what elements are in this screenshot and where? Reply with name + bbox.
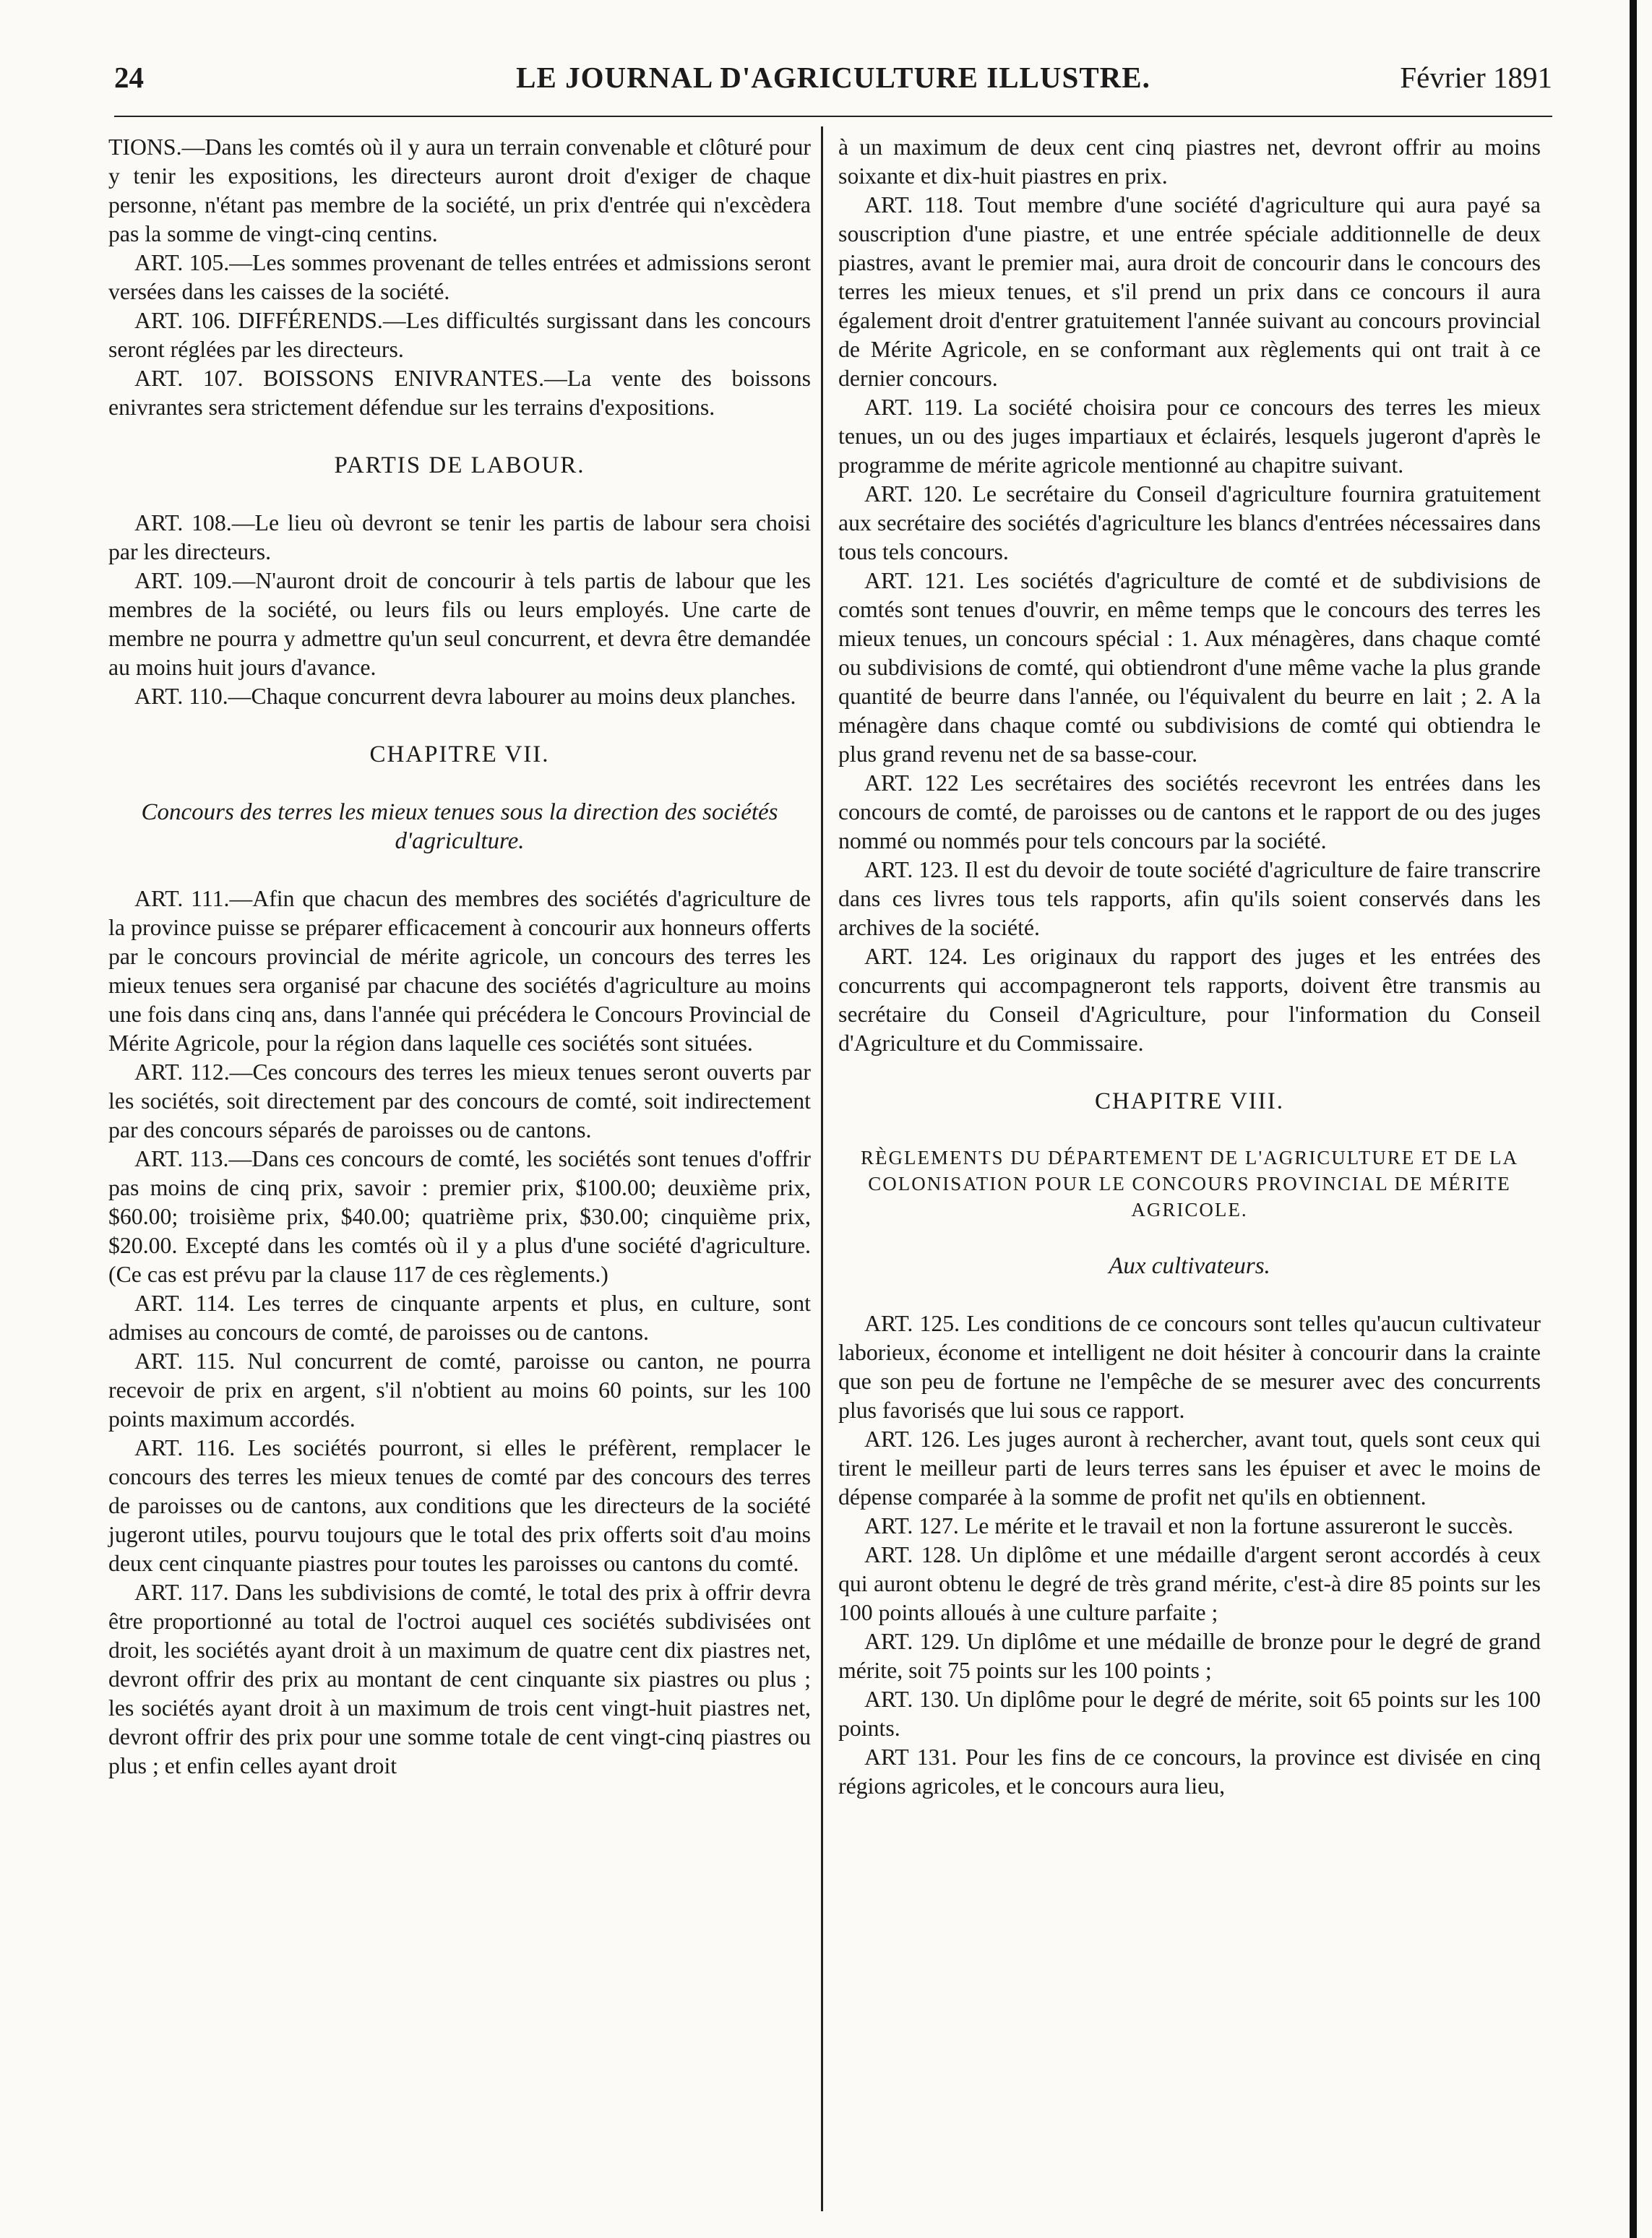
spacer	[108, 856, 811, 885]
article-paragraph: ART. 112.—Ces concours des terres les mieux tenues seront ouverts par les sociétés, soit directement par des concours de comté, soit indirectement par des concours séparés de paroisses ou de cantons.	[108, 1059, 811, 1142]
article-paragraph: ART. 114. Les terres de cinquante arpents et plus, en culture, sont admises au concours de comté, de paroisses ou de cantons.	[108, 1291, 811, 1345]
section-heading: PARTIS DE LABOUR.	[334, 452, 585, 478]
article-paragraph: à un maximum de deux cent cinq piastres net, devront offrir au moins soixante et dix-huit piastres en prix.	[838, 134, 1541, 189]
article-paragraph: ART. 123. Il est du devoir de toute société d'agriculture de faire transcrire dans ces livres tous tels rapports, afin qu'ils soient conservés dans les archives de la société.	[838, 857, 1541, 940]
article-paragraph: ART. 106. DIFFÉRENDS.—Les difficultés surgissant dans les concours seront réglées par les directeurs.	[108, 308, 811, 362]
article-paragraph: ART. 128. Un diplôme et une médaille d'argent seront accordés à ceux qui auront obtenu le degré de très grand mérite, c'est-à dire 85 points sur les 100 points alloués à une culture parfaite ;	[838, 1542, 1541, 1625]
section-heading: CHAPITRE VII.	[369, 741, 550, 767]
article-paragraph: TIONS.—Dans les comtés où il y aura un terrain convenable et clôturé pour y tenir les expositions, les directeurs auront droit d'exiger de chaque personne, n'étant pas membre de la société, un prix d'entrée qui n'excèdera pas la somme de vingt-cinq centins.	[108, 134, 811, 246]
article-paragraph: ART. 109.—N'auront droit de concourir à tels partis de labour que les membres de la société, ou leurs fils ou leurs employés. Une carte de membre ne pourra y admettre qu'un seul concurrent, et devra être demandée au moins huit jours d'avance.	[108, 568, 811, 680]
article-paragraph: ART. 116. Les sociétés pourront, si elles le préfèrent, remplacer le concours des terres les mieux tenues de comté par des concours des terres de paroisses ou de cantons, aux conditions que les directeurs de la société jugeront utiles, pourvu toujours que le total des prix offerts soit d'au moins deux cent cinquante piastres pour toutes les paroisses ou cantons du comté.	[108, 1435, 811, 1576]
article-paragraph: ART 131. Pour les fins de ce concours, la province est divisée en cinq régions agricoles, et le concours aura lieu,	[838, 1744, 1541, 1799]
article-paragraph: ART. 118. Tout membre d'une société d'agriculture qui aura payé sa souscription d'une piastre, et une entrée spéciale additionnelle de deux piastres, avant le premier mai, aura droit de concourir dans le concours des terres les mieux tenues, et s'il prend un prix dans ce concours il aura également droit d'entrer gratuitement l'année suivant au concours provincial de Mérite Agricole, en se conformant aux règlements qui ont trait à ce dernier concours.	[838, 192, 1541, 391]
article-paragraph: ART. 111.—Afin que chacun des membres des sociétés d'agriculture de la province puisse se préparer efficacement à concourir aux honneurs offerts par le concours provincial de mérite agricole, un concours des terres les mieux tenues sera organisé par chacune des sociétés d'agriculture au moins une fois dans cinq ans, dans l'année qui précédera le Concours Provincial de Mérite Agricole, pour la région dans laquelle ces sociétés sont situées.	[108, 886, 811, 1056]
article-paragraph: ART. 127. Le mérite et le travail et non la fortune assureront le succès.	[864, 1513, 1514, 1538]
page-edge-bar	[1630, 0, 1637, 2238]
article-paragraph: ART. 129. Un diplôme et une médaille de bronze pour le degré de grand mérite, soit 75 points sur les 100 points ;	[838, 1629, 1541, 1683]
left-column	[108, 133, 811, 1781]
issue-date: Février 1891	[1400, 61, 1552, 94]
section-subheading: Concours des terres les mieux tenues sous la direction des sociétés d'agriculture.	[141, 799, 778, 854]
article-paragraph: ART. 117. Dans les subdivisions de comté, le total des prix à offrir devra être proportionné au total de l'octroi auquel ces sociétés subdivisées ont droit, les sociétés ayant droit à un maximum de quatre cent dix piastres net, devront offrir des prix au montant de cent cinquante six piastres ou plus ; les sociétés ayant droit à un maximum de trois cent vingt-huit piastres net, devront offrir des prix pour une somme totale de cent vingt-cinq piastres ou plus ; et enfin celles ayant droit	[108, 1580, 811, 1778]
article-paragraph: ART. 120. Le secrétaire du Conseil d'agriculture fournira gratuitement aux secrétaire des sociétés d'agriculture les blancs d'entrées nécessaires dans tous tels concours.	[838, 481, 1541, 564]
journal-title: LE JOURNAL D'AGRICULTURE ILLUSTRE.	[516, 61, 1150, 94]
right-column	[838, 133, 1541, 1801]
section-subheading: Aux cultivateurs.	[1109, 1253, 1270, 1279]
spacer	[838, 1281, 1541, 1309]
column-divider	[821, 126, 823, 2211]
article-paragraph: ART. 126. Les juges auront à rechercher, avant tout, quels sont ceux qui tirent le meilleur parti de leurs terres sans les épuiser et avec le moins de dépense comparée à la somme de profit net qu'ils en obtiennent.	[838, 1426, 1541, 1510]
regulations-title: RÈGLEMENTS DU DÉPARTEMENT DE L'AGRICULTURE ET DE LA COLONISATION POUR LE CONCOURS PROVINCIAL DE MÉRITE AGRICOLE.	[861, 1147, 1518, 1221]
article-paragraph: ART. 113.—Dans ces concours de comté, les sociétés sont tenues d'offrir pas moins de cinq prix, savoir : premier prix, $100.00; deuxième prix, $60.00; troisième prix, $40.00; quatrième prix, $30.00; cinquième prix, $20.00. Excepté dans les comtés où il y a plus d'une société d'agriculture. (Ce cas est prévu par la clause 117 de ces règlements.)	[108, 1146, 811, 1287]
article-paragraph: ART. 105.—Les sommes provenant de telles entrées et admissions seront versées dans les caisses de la société.	[108, 250, 811, 304]
page-header	[114, 52, 1552, 103]
article-paragraph: ART. 125. Les conditions de ce concours sont telles qu'aucun cultivateur laborieux, économe et intelligent ne doit hésiter à concourir dans la crainte que son peu de fortune ne l'empêche de se mesurer avec des concurrents plus favorisés que lui sous ce rapport.	[838, 1311, 1541, 1423]
article-paragraph: ART. 119. La société choisira pour ce concours des terres les mieux tenues, un ou des juges impartiaux et éclairés, lesquels jugeront d'après le programme de mérite agricole mentionné au chapitre suivant.	[838, 395, 1541, 478]
page-number: 24	[114, 61, 144, 94]
article-paragraph: ART. 115. Nul concurrent de comté, paroisse ou canton, ne pourra recevoir de prix en argent, s'il n'obtient au moins 60 points, sur les 100 points maximum accordés.	[108, 1348, 811, 1432]
article-paragraph: ART. 107. BOISSONS ENIVRANTES.—La vente des boissons enivrantes sera strictement défendue sur les terrains d'expositions.	[108, 366, 811, 420]
article-paragraph: ART. 121. Les sociétés d'agriculture de comté et de subdivisions de comtés sont tenues d'ouvrir, en même temps que le concours des terres les mieux tenues, un concours spécial : 1. Aux ménagères, dans chaque comté ou subdivisions de comté, qui obtiendront d'une même vache la plus grande quantité de beurre dans l'année, ou l'équivalent du beurre en lait ; 2. A la ménagère dans chaque comté ou subdivisions de comté qui obtiendra le plus grand revenu net de sa basse-cour.	[838, 568, 1541, 767]
article-paragraph: ART. 108.—Le lieu où devront se tenir les partis de labour sera choisi par les directeurs.	[108, 510, 811, 564]
article-paragraph: ART. 110.—Chaque concurrent devra labourer au moins deux planches.	[134, 684, 796, 709]
article-paragraph: ART. 124. Les originaux du rapport des juges et les entrées des concurrents qui accompagneront tels rapports, doivent être transmis au secrétaire du Conseil d'Agriculture, pour l'information du Conseil d'Agriculture et du Commissaire.	[838, 944, 1541, 1056]
section-heading: CHAPITRE VIII.	[1094, 1088, 1285, 1114]
article-paragraph: ART. 130. Un diplôme pour le degré de mérite, soit 65 points sur les 100 points.	[838, 1687, 1541, 1741]
article-paragraph: ART. 122 Les secrétaires des sociétés recevront les entrées dans les concours de comté, de paroisses ou de cantons et le rapport de ou des juges nommé ou nommés pour tels concours par la société.	[838, 770, 1541, 853]
header-rule	[114, 116, 1552, 117]
spacer	[838, 1223, 1541, 1252]
